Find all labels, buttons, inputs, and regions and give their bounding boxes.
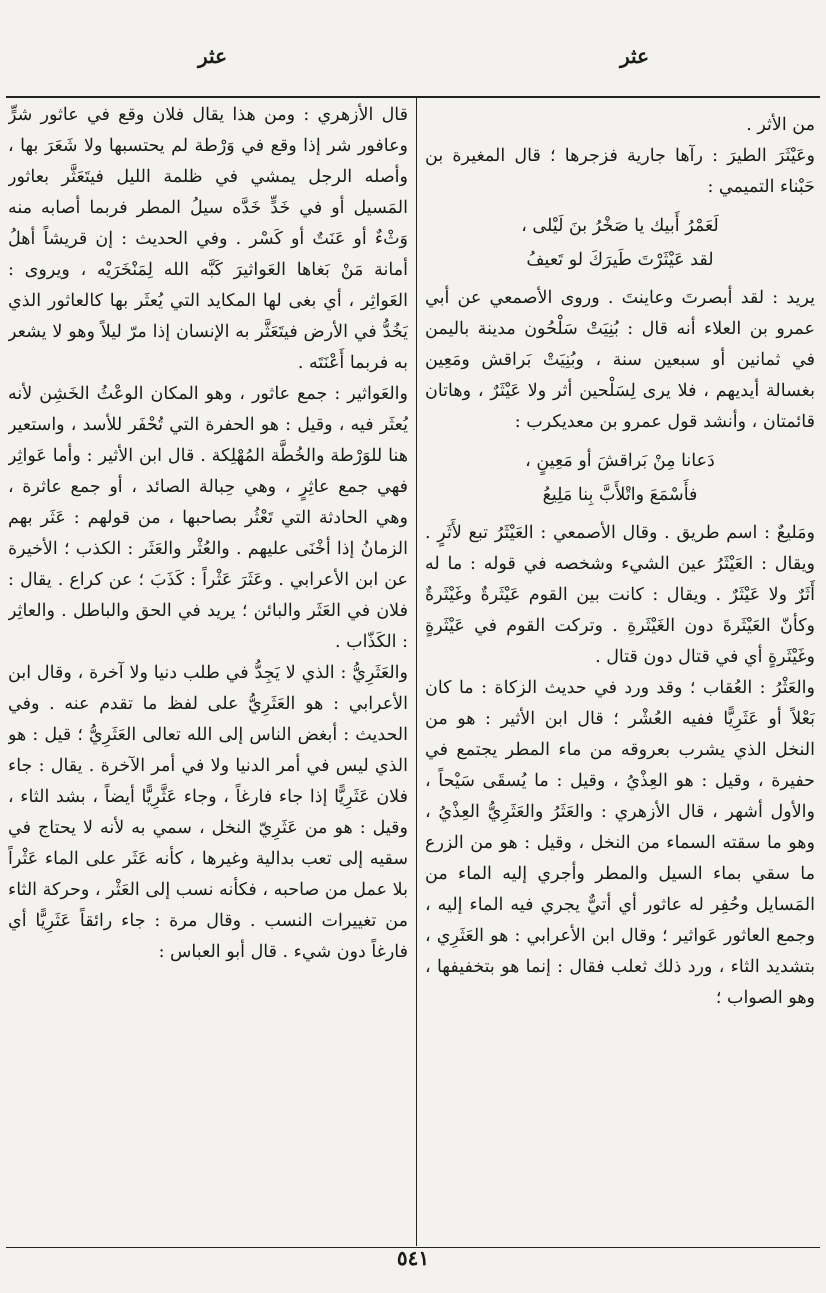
page-number: ٥٤١	[396, 1246, 430, 1270]
entry-paragraph: والعَثَرِيُّ : الذي لا يَجِدُّ في طلب دنيا ولا آخرة ، وقال ابن الأعرابي : هو العَثَرِيُّ على لفظ ما تقدم عنه . وفي الحديث : أبغض الناس إلى الله تعالى العَثَرِيُّ ؛ قيل : هو الذي ليس في أمر الدنيا ولا في أمر الآخرة . يقال : جاء فلان عَثَرِيًّا إذا جاء فارغاً ، وجاء عَثَّرِيًّا أيضاً ، بشد الثاء ، وقيل : هو من عَثَرِيّ النخل ، سمي به لأنه لا يحتاج في سقيه إلى تعب بدالية وغيرها ، كأنه عَثَر على الماء عَثْراً بلا عمل من صاحبه ، فكأنه نسب إلى العَثْر ، وحركة الثاء من تغييرات النسب . وقال مرة : جاء رائقاً عَثَرِيًّا أي فارغاً دون شيء . قال أبو العباس :	[8, 663, 408, 962]
right-column	[425, 110, 815, 1250]
header-word-left: عثر	[198, 44, 228, 68]
column-divider	[416, 98, 417, 1246]
entry-paragraph: من الأثر .	[746, 115, 815, 135]
verse-line: لقد عَيْثَرْتَ طَيرَكَ لو تَعيفُ	[526, 250, 714, 270]
entry-paragraph: قال الأزهري : ومن هذا يقال فلان وقع في عاثور شرٍّ وعافور شر إذا وقع في وَرْطة لم يحتسبها ولا شَعَرَ بها ، وأصله الرجل يمشي في ظلمة الليل فيتَعَثَّر بعاثور المَسيل أو في خَدٍّ خَدَّه سيلُ المطر فربما أصابه منه وَثْءٌ أو عَنَتٌ أو كَسْر . وفي الحديث : إن قريشاً أهلُ أمانة مَنْ بَغاها العَواثيرَ كَبَّه الله لِمَنْخَرَيْه ، ويروى : العَواثِر ، أي بغى لها المكايد التي يُعثَر بها كالعاثور الذي يَخُدُّ في الأرض فيتَعَثَّر به الإنسان إذا مرّ ليلاً وهو لا يشعر به فربما أَعْنَتَه .	[8, 105, 408, 373]
entry-paragraph: والعَثْرُ : العُقاب ؛ وقد ورد في حديث الزكاة : ما كان بَعْلاً أو عَثَرِيًّا ففيه العُشْر ؛ قال ابن الأثير : هو من النخل الذي يشرب بعروقه من ماء المطر يجتمع في حفيرة ، وقيل : هو العِذْيُ ، وقيل : ما يُسقَى سَيْحاً ، والأول أشهر ، قال الأزهري : والعَثَرُ والعَثَرِيُّ العِذْيُ ، وهو ما سقته السماء من النخل ، وقيل : هو من الزرع ما سقي بماء السيل والمطر وأجري إليه الماء من المَسايل وحُفِر له عاثور أي أتيٌّ يجري فيه الماء إليه ، وجمع العاثور عَواثير ؛ وقال ابن الأعرابي : هو العَثَرِي ، بتشديد الثاء ، ورد ذلك ثعلب فقال : إنما هو بتخفيفها ، وهو الصواب ؛	[425, 678, 815, 1008]
top-rule	[6, 96, 820, 98]
entry-paragraph: ومَليعٌ : اسم طريق . وقال الأصمعي : العَيْثَرُ تبع لأَثَرٍ . ويقال : العَيْثَرُ عين الشيء وشخصه في قوله : ما له أَثَرٌ ولا عَيْثَرٌ . ويقال : كانت بين القوم عَيْثَرةٌ وغَيْثَرةٌ وكأنّ العَيْثَرةَ دون الغَيْثَرةِ . وتركت القوم في عَيْثَرةٍ وغَيْثَرةٍ أي في قتال دون قتال .	[425, 523, 815, 667]
entry-paragraph: وعَيْثَرَ الطيرَ : رآها جارية فزجرها ؛ قال المغيرة بن حَبْناء التميمي :	[425, 146, 815, 197]
verse-line: لَعَمْرُ أَبيك يا صَخْرُ بنَ لَيْلى ،	[521, 216, 719, 236]
entry-paragraph: يريد : لقد أبصرتَ وعاينتَ . وروى الأصمعي عن أبي عمرو بن العلاء أنه قال : بُنِيَتْ سَلْحُون مدينة باليمن في ثمانين أو سبعين سنة ، وبُنِيَتْ بَراقش ومَعِين بغسالة أيديهم ، فلا يرى لِسَلْحين أثر ولا عَيْثَرٌ ، وهاتان قائمتان ، وأنشد قول عمرو بن معديكرب :	[425, 288, 815, 432]
left-column	[8, 100, 408, 1250]
header-word-right: عثر	[620, 44, 650, 68]
verse-line: فأَسْمَعَ واتْلأَبَّ بِنا مَلِيعُ	[542, 485, 698, 505]
entry-paragraph: والعَواثير : جمع عاثور ، وهو المكان الوعْثُ الخَشِن لأنه يُعثَر فيه ، وقيل : هو الحفرة التي تُحْفَر للأسد ، واستعير هنا للوَرْطة والخُطَّة المُهْلِكة . قال ابن الأثير : وأما عَواثِر فهي جمع عاثِرٍ ، وهي حِبالة الصائد ، أو جمع عاثرة ، وهي الحادثة التي تَعْثُر بصاحبها ، من قولهم : عَثَر بهم الزمانُ إذا أخْنَى عليهم . والعُثْر والعَثَر : الكذب ؛ الأخيرة عن ابن الأعرابي . وعَثَرَ عَثْراً : كَذَبَ ؛ عن كراع . يقال : فلان في العَثَر والبائن ؛ يريد في الحق والباطل . والعاثِر : الكَذّاب .	[8, 384, 408, 652]
verse-line: دَعانا مِنْ بَراقشَ أو مَعِينٍ ،	[525, 451, 715, 471]
